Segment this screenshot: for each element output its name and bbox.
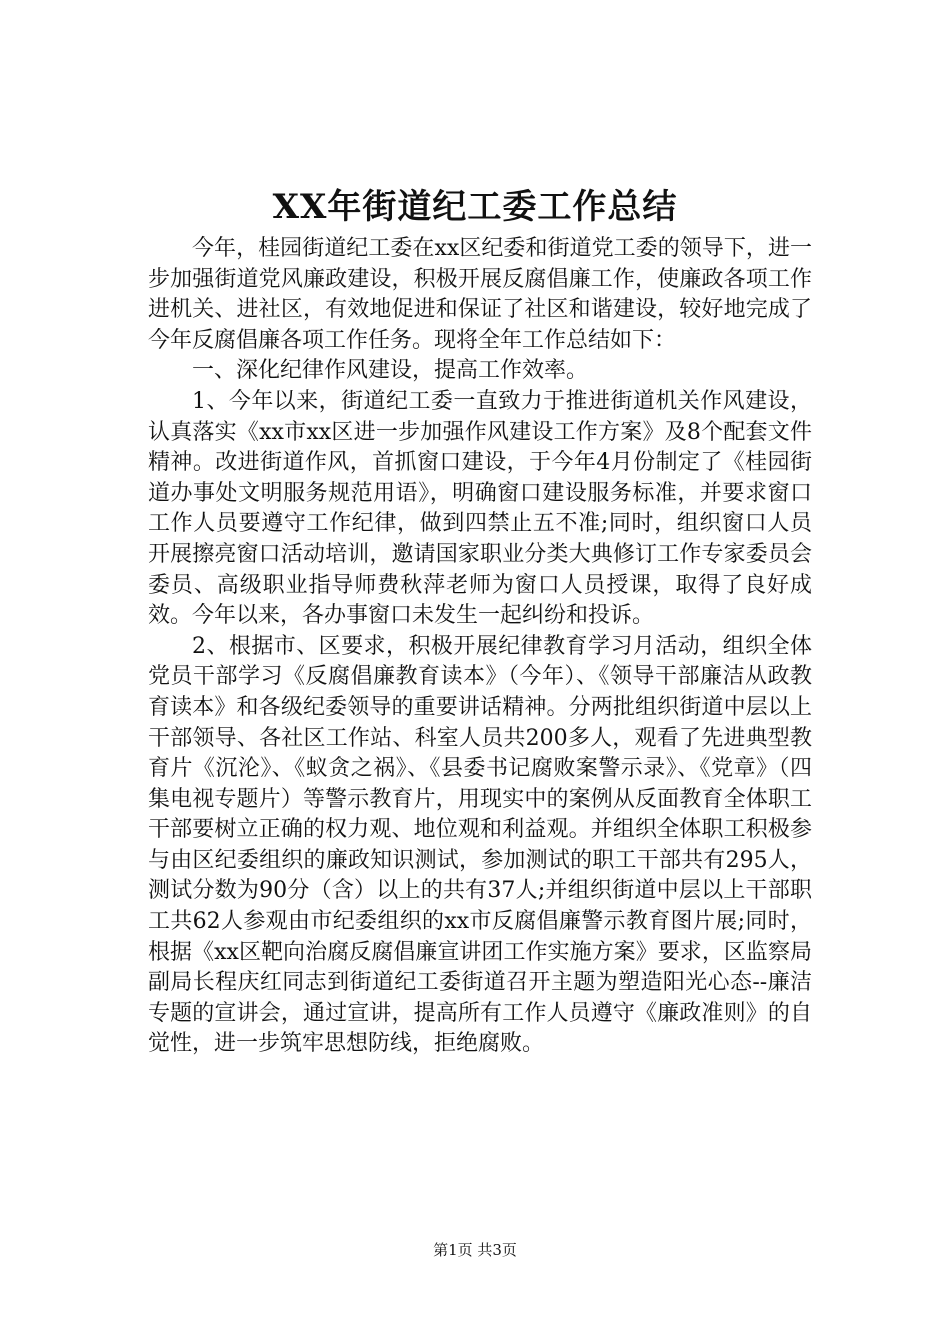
- document-body: [148, 234, 812, 1060]
- paragraph-section-heading: 一、深化纪律作风建设，提高工作效率。: [192, 358, 589, 384]
- paragraph-item-2: 2、根据市、区要求，积极开展纪律教育学习月活动，组织全体党员干部学习《反腐倡廉教育读本》（今年）、《领导干部廉洁从政教育读本》和各级纪委领导的重要讲话精神。分两批组织街道中层以上干部领导、各社区工作站、科室人员共200多人，观看了先进典型教育片《沉沦》、《蚁贪之祸》、《县委书记腐败案警示录》、《党章》（四集电视专题片）等警示教育片，用现实中的案例从反面教育全体职工干部要树立正确的权力观、地位观和利益观。并组织全体职工积极参与由区纪委组织的廉政知识测试，参加测试的职工干部共有295人，测试分数为90分（含）以上的共有37人;并组织街道中层以上干部职工共62人参观由市纪委组织的xx市反腐倡廉警示教育图片展;同时，根据《xx区靶向治腐反腐倡廉宣讲团工作实施方案》要求，区监察局副局长程庆红同志到街道纪工委街道召开主题为塑造阳光心态--廉洁专题的宣讲会，通过宣讲，提高所有工作人员遵守《廉政准则》的自觉性，进一步筑牢思想防线，拒绝腐败。: [148, 633, 812, 1057]
- paragraph-intro: 今年，桂园街道纪工委在xx区纪委和街道党工委的领导下，进一步加强街道党风廉政建设，积极开展反腐倡廉工作，使廉政各项工作进机关、进社区，有效地促进和保证了社区和谐建设，较好地完成了今年反腐倡廉各项工作任务。现将全年工作总结如下：: [148, 236, 812, 353]
- document-title: XX年街道纪工委工作总结: [272, 187, 678, 227]
- paragraph-item-1: 1、今年以来，街道纪工委一直致力于推进街道机关作风建设，认真落实《xx市xx区进一步加强作风建设工作方案》及8个配套文件精神。改进街道作风，首抓窗口建设，于今年4月份制定了《桂园街道办事处文明服务规范用语》，明确窗口建设服务标准，并要求窗口工作人员要遵守工作纪律，做到四禁止五不准;同时，组织窗口人员开展擦亮窗口活动培训，邀请国家职业分类大典修订工作专家委员会委员、高级职业指导师费秋萍老师为窗口人员授课，取得了良好成效。今年以来，各办事窗口未发生一起纠纷和投诉。: [148, 388, 812, 629]
- page-number-footer: 第1页 共3页: [433, 1241, 517, 1259]
